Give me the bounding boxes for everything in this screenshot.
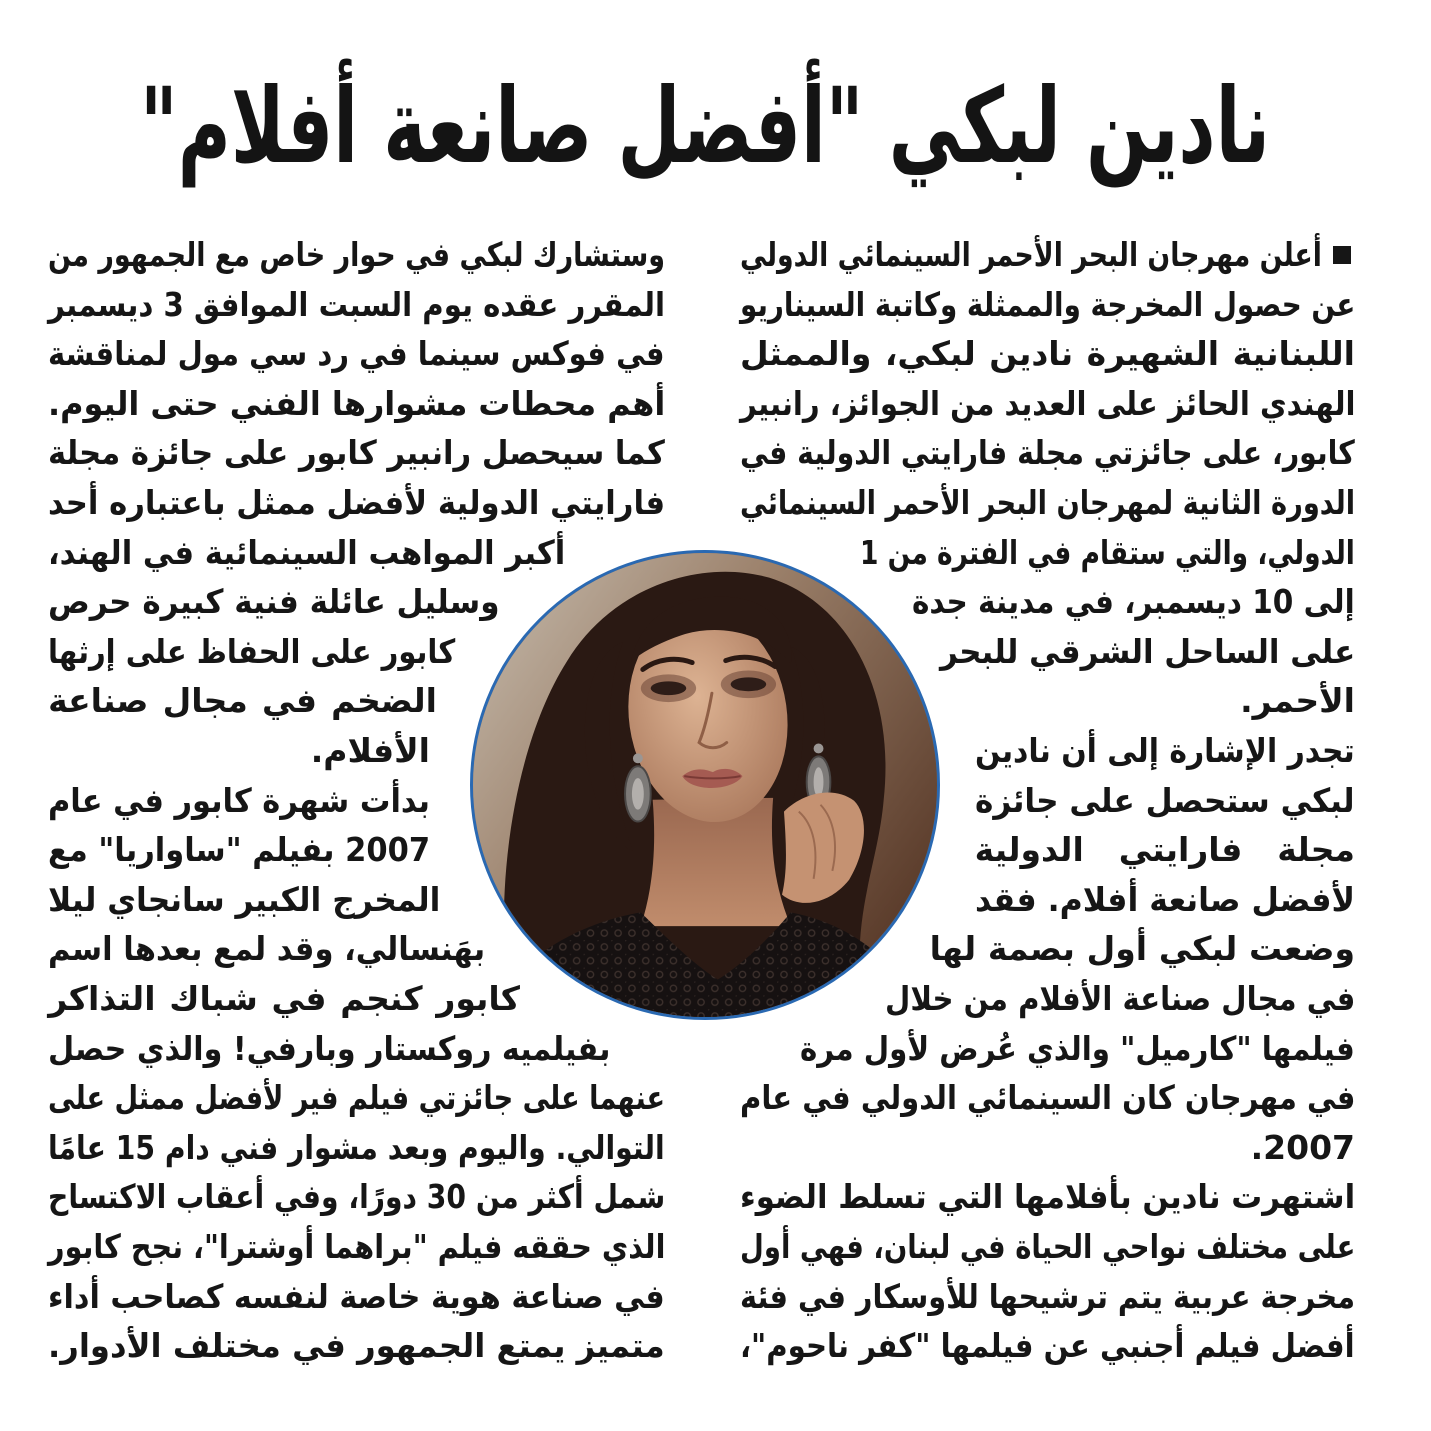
article-line-text: كابور، على جائزتي مجلة فارايتي الدولية في [740, 433, 1355, 473]
article-line [48, 280, 665, 330]
article-line [48, 230, 665, 280]
article-line [48, 1321, 665, 1371]
article-line-text: مجلة فارايتي الدولية [974, 830, 1355, 870]
article-line-text: في مجال صناعة الأفلام من خلال [884, 979, 1355, 1018]
article-line-text: الضخم في مجال صناعة [48, 681, 437, 721]
article-line-text: بفيلميه روكستار وبارفي! والذي حصل [47, 1028, 610, 1068]
article-line-text: التوالي. واليوم وبعد مشوار فني دام 15 عامًا [48, 1127, 665, 1167]
article-line-text: اللبنانية الشهيرة نادين لبكي، والممثل [739, 334, 1355, 374]
article-line-text: عن حصول المخرجة والممثلة وكاتبة السيناريو [739, 284, 1355, 324]
article-line [48, 676, 437, 726]
article-line-text: كابور على الحفاظ على إرثها [47, 631, 455, 671]
article-line-text: الأفلام. [310, 731, 430, 770]
article-line-text: الهندي الحائز على العديد من الجوائز، رانبير [739, 383, 1355, 423]
article-line-text: كما سيحصل رانبير كابور على جائزة مجلة [48, 433, 665, 473]
article-line-text: فارايتي الدولية لأفضل ممثل باعتباره أحد [47, 483, 665, 522]
article-line [48, 974, 520, 1024]
article-line [48, 1172, 665, 1222]
article-line-text: أكبر المواهب السينمائية في الهند، [47, 532, 565, 572]
article-line-text: أهم محطات مشوارها الفني حتى اليوم. [47, 383, 665, 423]
article-line-text: 2007 بفيلم "ساواريا" مع [47, 830, 430, 870]
article-line-text: بهَنسالي، وقد لمع بعدها اسم [47, 929, 485, 969]
portrait-photo [470, 550, 940, 1020]
article-line-text: على مختلف نواحي الحياة في لبنان، فهي أول [739, 1227, 1355, 1266]
article-line-text: متميز يمتع الجمهور في مختلف الأدوار. [48, 1326, 665, 1366]
article-line-text: فيلمها "كارميل" والذي عُرض لأول مرة [800, 1028, 1355, 1068]
article-line [48, 379, 665, 429]
article-line-text: بدأت شهرة كابور في عام [48, 780, 430, 820]
article-line-text: أعلن مهرجان البحر الأحمر السينمائي الدولي [740, 235, 1322, 274]
article-line [48, 726, 430, 776]
article-line [48, 875, 440, 925]
article-line-text: مخرجة عربية يتم ترشيحها للأوسكار في فئة [739, 1276, 1355, 1316]
article-line-text: إلى 10 ديسمبر، في مدينة جدة [912, 582, 1355, 622]
article-line-text: الدورة الثانية لمهرجان البحر الأحمر السينمائي [739, 483, 1355, 522]
article-line [48, 924, 485, 974]
article-line-text: أفضل فيلم أجنبي عن فيلمها "كفر ناحوم"، [740, 1326, 1355, 1366]
article-line-text: لأفضل صانعة أفلام. فقد [974, 879, 1355, 919]
article-line [48, 1073, 665, 1123]
article-line-text: على الساحل الشرقي للبحر [939, 631, 1355, 671]
article-line-text: كابور كنجم في شباك التذاكر [48, 979, 520, 1018]
article-line-text: وستشارك لبكي في حوار خاص مع الجمهور من [47, 235, 665, 274]
article-line [48, 528, 565, 578]
article-line-text: شمل أكثر من 30 دورًا، وفي أعقاب الاكتساح [47, 1177, 665, 1217]
article-line-text: الأحمر. [1240, 681, 1355, 721]
article-line-text: 2007. [1250, 1127, 1355, 1167]
article-line [48, 825, 430, 875]
article-line-text: لبكي ستحصل على جائزة [975, 780, 1355, 820]
article-line [48, 776, 430, 826]
headline-text: نادين لبكي "أفضل صانعة أفلام" [140, 65, 1270, 187]
article-line [48, 1272, 665, 1322]
article-line-text: عنهما على جائزتي فيلم فير لأفضل ممثل على [47, 1078, 665, 1118]
article-line-text: المقرر عقده يوم السبت الموافق 3 ديسمبر [47, 284, 665, 324]
article-line-text: وسليل عائلة فنية كبيرة حرص [48, 582, 500, 622]
article-line [48, 627, 455, 677]
article-line [48, 478, 665, 528]
article-line [48, 428, 665, 478]
article-line [48, 1123, 665, 1173]
article-line [48, 1024, 610, 1074]
article-line-text: المخرج الكبير سانجاي ليلا [47, 879, 440, 919]
article-line [48, 329, 665, 379]
article-line-text: في مهرجان كان السينمائي الدولي في عام [739, 1078, 1355, 1118]
article-line-text: في فوكس سينما في رد سي مول لمناقشة [48, 334, 665, 374]
article-line-text: في صناعة هوية خاصة لنفسه كصاحب أداء [48, 1276, 665, 1316]
article-line [48, 1222, 665, 1272]
article-line-text: اشتهرت نادين بأفلامها التي تسلط الضوء [739, 1177, 1355, 1217]
article-line-text: تجدر الإشارة إلى أن نادين [975, 731, 1355, 770]
article-line-text: وضعت لبكي أول بصمة لها [929, 929, 1355, 969]
article-line [48, 577, 500, 627]
portrait-illustration [473, 553, 937, 1017]
article-line-text: الدولي، والتي ستقام في الفترة من 1 [860, 532, 1355, 572]
article-line-text: الذي حققه فيلم "براهما أوشترا"، نجح كابور [47, 1227, 665, 1266]
